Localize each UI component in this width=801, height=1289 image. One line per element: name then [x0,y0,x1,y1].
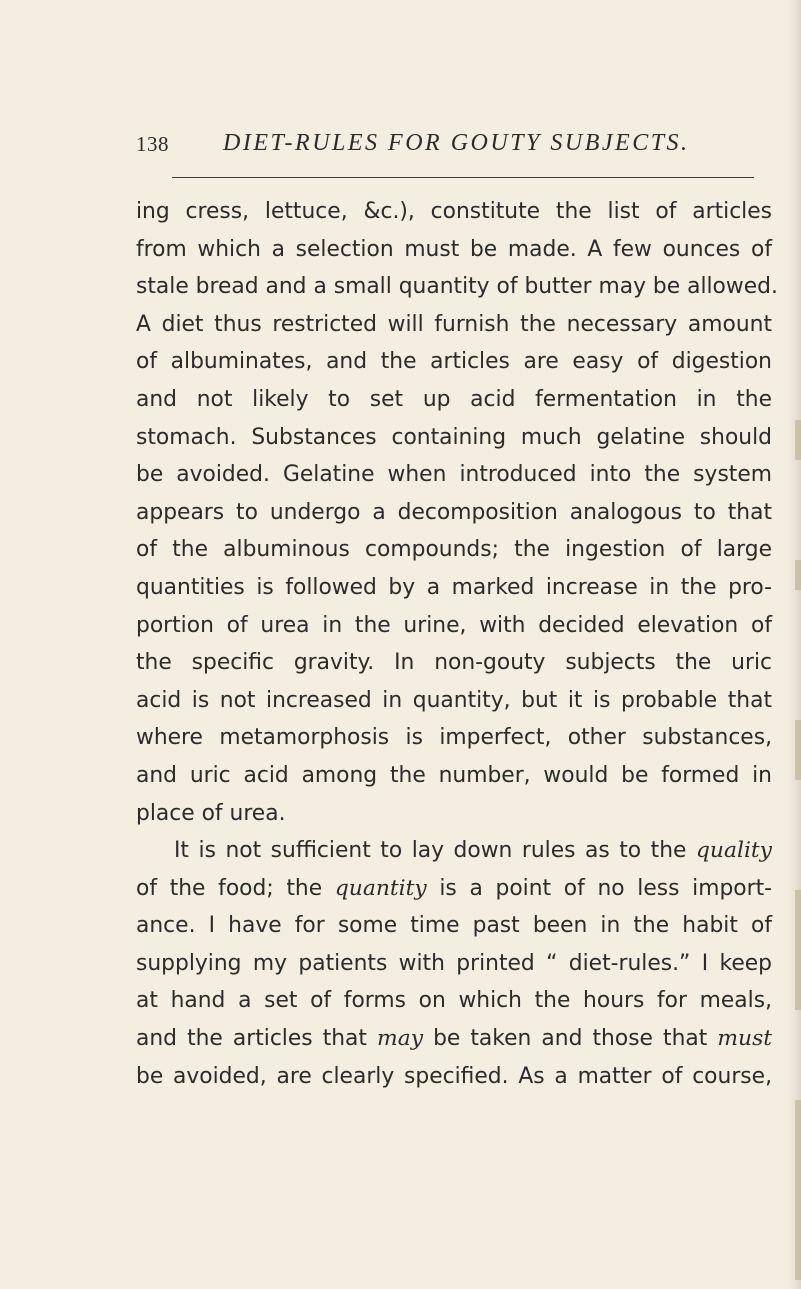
text-segment: be taken and those that [423,1026,718,1052]
text-line [136,682,772,720]
italic-emphasis: must [717,1026,773,1052]
text-line [136,268,778,306]
text-line [136,231,772,269]
text-line [136,343,772,381]
text-line [136,982,772,1020]
text-segment: quantities is followed by a marked increase in the pro- [136,574,772,600]
page-edge-mark [795,1100,801,1280]
text-line [136,381,772,419]
text-line [136,569,772,607]
text-line [136,607,772,645]
header-rule [172,177,754,178]
text-segment: acid is not increased in quantity, but it is probable that [136,687,772,713]
text-line [136,1020,772,1058]
text-segment: appears to undergo a decomposition analogous to that [136,499,772,525]
text-segment: from which a selection must be made. A few ounces of [136,236,772,262]
text-line [136,531,772,569]
text-segment: It is not sufficient to lay down rules as to the [174,838,696,864]
running-head [136,130,776,174]
text-segment: and not likely to set up acid fermentation in the [136,386,772,412]
text-segment: stomach. Substances containing much gelatine should [136,424,772,450]
page-edge-mark [795,420,801,460]
text-line [136,945,772,983]
text-segment: of albuminates, and the articles are easy of digestion [136,349,772,375]
text-line [136,456,772,494]
text-line [136,907,772,945]
text-segment: ing cress, lettuce, &c.), constitute the list of articles [136,199,772,224]
text-segment: A diet thus restricted will furnish the necessary amount [136,311,772,337]
text-line [136,870,772,908]
italic-emphasis: quantity [334,875,427,901]
page-edge-mark [795,890,801,1010]
text-segment: portion of urea in the urine, with decided elevation of [136,612,772,638]
text-line [136,719,772,757]
running-title: DIET-RULES FOR GOUTY SUBJECTS. [223,130,690,156]
text-segment: at hand a set of forms on which the hours for meals, [136,988,772,1014]
text-segment: the specific gravity. In non-gouty subjects the uric [136,650,772,676]
text-segment: is a point of no less import- [426,875,772,901]
text-segment: supplying my patients with printed “ diet-rules.” I keep [136,950,772,976]
text-segment: where metamorphosis is imperfect, other substances, [136,725,772,751]
text-segment: be avoided. Gelatine when introduced into the system [136,462,772,488]
text-line [136,757,772,795]
page-edge-mark [795,560,801,590]
page-edge-shadow [787,0,801,1289]
page-number: 138 [136,132,169,156]
text-line [136,795,772,833]
text-segment: be avoided, are clearly specified. As a matter of course, [136,1063,772,1089]
text-segment: ance. I have for some time past been in the habit of [136,913,772,939]
italic-emphasis: may [377,1026,424,1052]
text-line [136,193,772,231]
text-line [136,1058,772,1096]
text-segment: place of urea. [136,800,286,826]
page-edge-mark [795,720,801,780]
text-line [136,494,772,532]
text-line [136,419,772,457]
text-line [136,644,772,682]
text-line [136,306,772,344]
italic-emphasis: quality [695,838,772,864]
text-line [136,832,772,870]
text-segment: of the albuminous compounds; the ingestion of large [136,537,772,563]
text-segment: and the articles that [136,1026,378,1052]
body-text [136,193,778,1095]
text-segment: of the food; the [136,875,335,901]
text-segment: stale bread and a small quantity of butter may be allowed. [136,274,778,300]
text-segment: and uric acid among the number, would be formed in [136,762,772,788]
